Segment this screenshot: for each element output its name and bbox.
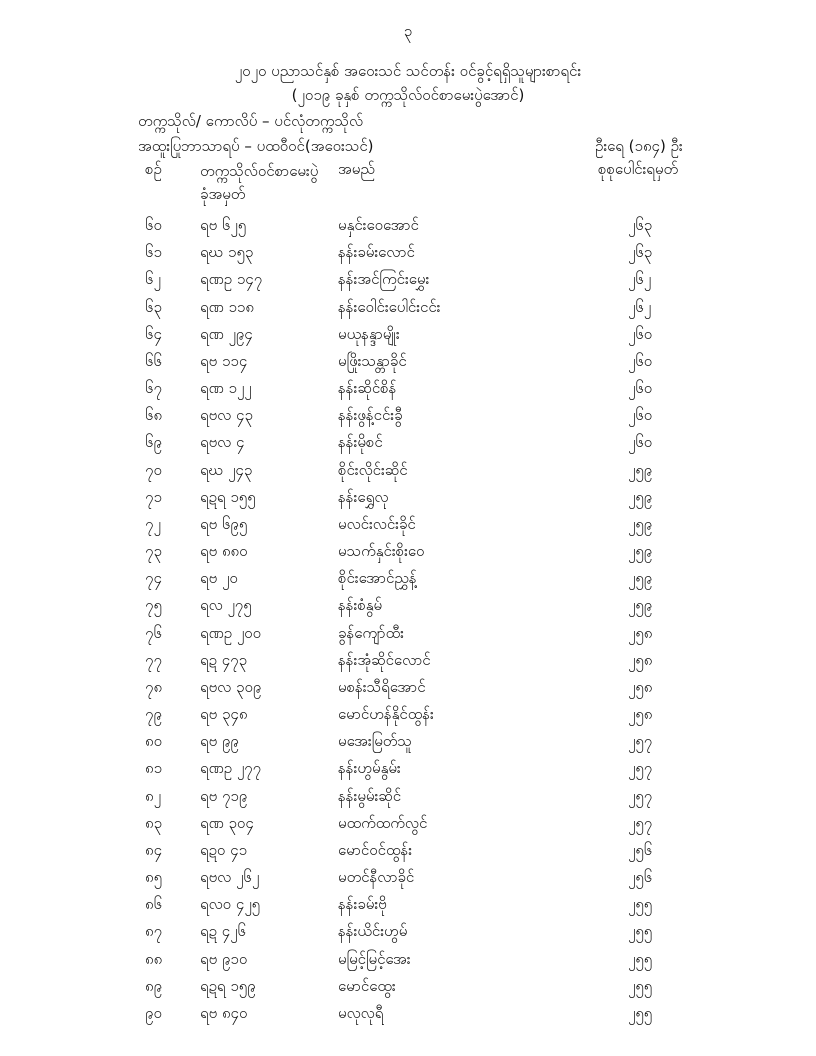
student-name: မစန်းသီရိအောင် [338,678,426,696]
total-mark: ၂၆၀ [628,352,653,370]
row-number: ၆၈ [145,406,163,424]
roll-number: ရဗ ၇၁၉ [200,787,248,805]
table-row [0,488,816,515]
table-row [0,787,816,814]
table-row [0,243,816,270]
roll-number: ရဃ ၁၅၃ [200,243,254,261]
roll-number: ရဏ ၃၀၄ [200,814,254,832]
university-line: တက္ကသိုလ်/ ကောလိပ် – ပင်လုံတက္ကသိုလ် [138,112,364,130]
student-name: နန်းရွှေလု [338,488,389,506]
roll-number: ရဍ၀ ၄၁ [200,841,248,859]
total-mark: ၂၅၈ [628,678,653,696]
student-name: မောင်ဟန်နိုင်ထွန်း [338,705,434,723]
student-name: မတင်နီလာခိုင် [338,868,415,886]
roll-number: ရဗ ၉၉ [200,732,239,750]
student-name: ခွန်ကျော်ထီး [338,624,404,642]
column-header-mark: စုစုပေါင်းရမှတ် [598,160,679,178]
table-row [0,433,816,460]
roll-number: ရဗ ၂၀ [200,569,238,587]
student-name: နန်းယိင်းဟွမ် [338,922,408,940]
total-mark: ၂၆၃ [628,216,653,234]
row-number: ၇၈ [145,678,163,696]
table-row [0,977,816,1004]
total-mark: ၂၅၅ [628,1004,653,1022]
roll-number: ရဏ ၁၂၂ [200,379,252,397]
roll-number: ရဗ ၈၈၀ [200,542,248,560]
row-number: ၆၃ [145,298,162,316]
row-number: ၈၃ [145,814,163,832]
row-number: ၆၂ [145,270,161,288]
row-number: ၈၇ [145,922,163,940]
column-header-no: စဉ် [145,160,162,178]
total-mark: ၂၅၇ [628,759,653,777]
student-name: စိုင်းလိုင်းဆိုင် [338,461,408,479]
roll-number: ရဏဥ ၂၀၀ [200,624,262,642]
roll-number: ရဏဥ ၁၄၇ [200,270,263,288]
total-mark: ၂၅၆ [628,841,653,859]
row-number: ၆၆ [145,352,162,370]
student-name: မယုနန္ဒာမျိုး [338,325,400,343]
table-row [0,569,816,596]
roll-number: ရဗ ၆၉၅ [200,515,248,533]
row-number: ၇၃ [145,542,162,560]
student-name: မထက်ထက်လွင် [338,814,428,832]
total-mark: ၂၅၉ [628,488,653,506]
table-row [0,814,816,841]
total-mark: ၂၅၉ [628,569,653,587]
table-row [0,379,816,406]
total-mark: ၂၅၉ [628,461,653,479]
total-mark: ၂၆၂ [628,298,652,316]
student-name: မသက်နှင်းစိုးဝေ [338,542,425,560]
student-name: မလုလုရီ [338,1004,384,1022]
total-mark: ၂၅၉ [628,515,653,533]
total-mark: ၂၅၈ [628,651,653,669]
student-name: နန်းဟွမ်နွမ်း [338,759,401,777]
total-mark: ၂၆၃ [628,243,653,261]
row-number: ၆၄ [145,325,162,343]
row-number: ၇၁ [145,488,162,506]
row-number: ၈၅ [145,868,163,886]
student-name: နန်းဆိုင်စိန် [338,379,397,397]
table-row [0,950,816,977]
roll-number: ရဗလ ၃၀၉ [200,678,262,696]
total-mark: ၂၅၅ [628,895,653,913]
roll-number: ရဗ ၁၁၄ [200,352,248,370]
total-mark: ၂၆၀ [628,325,653,343]
row-number: ၆၀ [145,216,162,234]
roll-number: ရဗ ၆၂၅ [200,216,247,234]
student-name: စိုင်းအောင်ညွှန့် [338,569,417,587]
roll-number: ရဏဥ ၂၇၇ [200,759,262,777]
total-mark: ၂၅၇ [628,814,653,832]
roll-number: ရဏ ၂၉၄ [200,325,253,343]
table-row [0,922,816,949]
student-name: နန်းခမ်းလောင် [338,243,415,261]
row-number: ၈၁ [145,759,163,777]
row-number: ၆၁ [145,243,162,261]
row-number: ၈၂ [145,787,161,805]
roll-number: ရဗ ၈၄၀ [200,1004,248,1022]
roll-number: ရဍ ၄၂၆ [200,922,246,940]
student-name: နန်းစံနွမ် [338,596,383,614]
page-number: ၃ [403,22,413,40]
table-row [0,705,816,732]
total-mark: ၂၅၇ [628,787,653,805]
table-row [0,352,816,379]
total-mark: ၂၅၈ [628,624,653,642]
heading-line-1: ၂၀၂၀ ပညာသင်နှစ် အဝေးသင် သင်တန်း ဝင်ခွင့်ရရှိသူများစာရင်း [234,62,582,80]
row-number: ၇၆ [145,624,162,642]
table-row [0,841,816,868]
student-name: မောင်ထွေး [338,977,396,995]
roll-number: ရဃ ၂၄၃ [200,461,253,479]
total-mark: ၂၅၅ [628,950,653,968]
row-number: ၇၄ [145,569,162,587]
student-name: မနှင်းဝေအောင် [338,216,419,234]
row-number: ၇၅ [145,596,162,614]
roll-number: ရဗလ ၄ [200,433,245,451]
row-number: ၉၀ [145,1004,162,1022]
total-mark: ၂၅၉ [628,596,653,614]
roll-number: ရဍရ ၁၅၅ [200,488,256,506]
student-name: နန်းမွမ်းဆိုင် [338,787,402,805]
roll-number: ရလ ၂၇၅ [200,596,252,614]
row-number: ၈၀ [145,732,163,750]
row-number: ၇၇ [145,651,162,669]
row-number: ၈၄ [145,841,163,859]
major-line: အထူးပြုဘာသာရပ် – ပထဝီဝင်(အဝေးသင်) [138,137,374,155]
row-number: ၆၇ [145,379,162,397]
table-row [0,596,816,623]
student-name: မောင်ဝင်ထွန်း [338,841,413,859]
student-name: နန်းဖွန့်ငင်းခွီ [338,406,403,424]
roll-number: ရဍ ၄၇၃ [200,651,248,669]
total-mark: ၂၅၅ [628,922,653,940]
table-row [0,759,816,786]
total-mark: ၂၅၉ [628,542,653,560]
row-number: ၈၉ [145,977,163,995]
total-mark: ၂၅၇ [628,732,653,750]
total-mark: ၂၆၀ [628,433,653,451]
student-name: နန်းအင်ကြင်းမွှေး [338,270,430,288]
total-mark: ၂၅၅ [628,977,653,995]
table-row [0,298,816,325]
row-number: ၈၆ [145,895,163,913]
roll-number: ရဏ ၁၁၈ [200,298,254,316]
student-name: နန်းအုံဆိုင်လောင် [338,651,431,669]
student-name: မလင်းလင်းခိုင် [338,515,416,533]
total-mark: ၂၅၆ [628,868,653,886]
table-row [0,542,816,569]
roll-number: ရဍရ ၁၅၉ [200,977,256,995]
heading-line-2: (၂၀၁၉ ခုနှစ် တက္ကသိုလ်ဝင်စာမေးပွဲအောင်) [291,86,525,104]
student-name: မမြင့်မြင့်အေး [338,950,411,968]
table-row [0,461,816,488]
student-name: မဖြိုးသန္တာခိုင် [338,352,407,370]
total-mark: ၂၅၈ [628,705,653,723]
table-row [0,270,816,297]
roll-number: ရဗ ၉၁၀ [200,950,248,968]
total-mark: ၂၆၂ [628,270,652,288]
roll-number: ရဗလ ၂၆၂ [200,868,260,886]
total-mark: ၂၆၀ [628,406,653,424]
student-name: နန်းခမ်းဗို [338,895,387,913]
total-count: ဦးရေ (၁၈၄) ဦး [595,137,683,155]
table-row [0,895,816,922]
table-row [0,325,816,352]
table-row [0,1004,816,1031]
table-row [0,624,816,651]
total-mark: ၂၆၀ [628,379,653,397]
row-number: ၆၉ [145,433,162,451]
row-number: ၇၀ [145,461,162,479]
table-row [0,216,816,243]
student-name: မအေးမြတ်သူ [338,732,412,750]
table-row [0,651,816,678]
column-header-roll: တက္ကသိုလ်ဝင်စာမေးပွဲ ခုံအမှတ် [200,162,319,203]
roll-number: ရလ၀ ၄၂၅ [200,895,261,913]
student-name: နန်းမိုစင် [338,433,383,451]
table-row [0,515,816,542]
row-number: ၇၉ [145,705,162,723]
roll-number: ရဗ ၃၄၈ [200,705,248,723]
table-row [0,678,816,705]
table-row [0,406,816,433]
row-number: ၇၂ [145,515,161,533]
row-number: ၈၈ [145,950,163,968]
table-row [0,732,816,759]
student-name: နန်းဝေါင်းပေါင်းငင်း [338,298,441,316]
table-row [0,868,816,895]
roll-number: ရဗလ ၄၃ [200,406,253,424]
column-header-name: အမည် [338,160,375,178]
